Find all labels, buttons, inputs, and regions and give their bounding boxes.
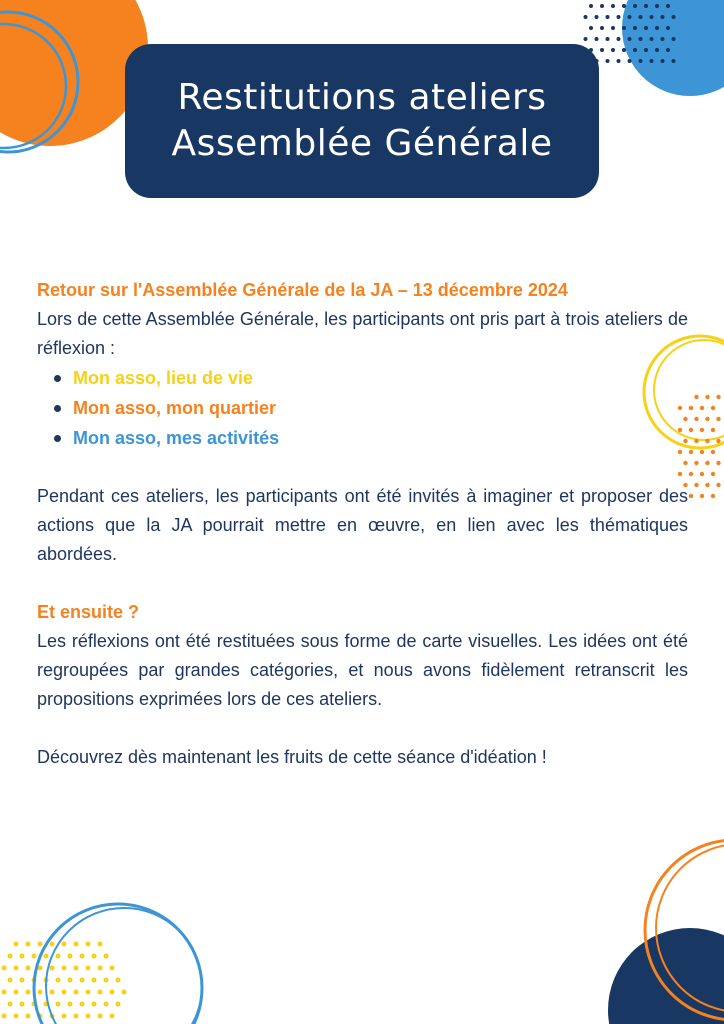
decorative-dot [116, 1002, 121, 1007]
decorative-dot [622, 4, 626, 8]
decorative-dot [655, 26, 659, 30]
decorative-dot [50, 990, 55, 995]
workshop-item-lieu-de-vie [73, 363, 688, 393]
decorative-dot [74, 1014, 79, 1019]
decorative-dot [606, 37, 610, 41]
decorative-dot [611, 26, 615, 30]
decorative-dot [633, 48, 637, 52]
decorative-dot [650, 59, 654, 63]
title-banner [125, 44, 599, 198]
decorative-dot [639, 37, 643, 41]
title-line-2: Assemblée Générale [171, 123, 553, 164]
workshop-item-quartier [73, 393, 688, 423]
decorative-dot [689, 450, 693, 454]
decorative-dot [74, 990, 79, 995]
decorative-dot [622, 26, 626, 30]
decorative-dot [589, 26, 593, 30]
decorative-dot [68, 978, 73, 983]
workshop-list [37, 363, 688, 453]
decorative-dot [595, 15, 599, 19]
decorative-dot [705, 395, 709, 399]
decorative-dot [56, 1002, 61, 1007]
decorative-dot [694, 461, 698, 465]
decorative-dot [20, 1002, 25, 1007]
decorative-dot [600, 48, 604, 52]
decorative-dot [705, 439, 709, 443]
decorative-dot [650, 15, 654, 19]
decorative-dot [700, 472, 704, 476]
decorative-dot [628, 37, 632, 41]
decorative-dot [617, 15, 621, 19]
decorative-dot [711, 428, 715, 432]
decorative-dot [595, 37, 599, 41]
decorative-dot [14, 942, 19, 947]
decorative-dot [26, 966, 31, 971]
decorative-dot [716, 461, 720, 465]
decorative-dot [98, 942, 103, 947]
decorative-dot [689, 472, 693, 476]
decorative-dot [694, 483, 698, 487]
next-steps-heading: Et ensuite ? [37, 602, 140, 622]
decorative-dot [655, 4, 659, 8]
decorative-dot [644, 26, 648, 30]
decorative-dot [74, 966, 79, 971]
decorative-dot [98, 1014, 103, 1019]
decorative-dot [661, 59, 665, 63]
decorative-dot [110, 990, 115, 995]
decorative-dot [44, 954, 49, 959]
decorative-dot [694, 417, 698, 421]
decorative-dot [2, 966, 7, 971]
decorative-dot [611, 4, 615, 8]
spacer [37, 453, 688, 482]
decorative-dot [644, 48, 648, 52]
decorative-dot [80, 954, 85, 959]
decorative-dot [86, 966, 91, 971]
decorative-dot [584, 37, 588, 41]
decorative-dot [694, 439, 698, 443]
decorative-dot [611, 48, 615, 52]
closing-text: Découvrez dès maintenant les fruits de cette séance d'idéation ! [37, 747, 547, 767]
decorative-dot [8, 1002, 13, 1007]
decorative-dot [617, 37, 621, 41]
decorative-dot [689, 428, 693, 432]
decorative-dot [700, 494, 704, 498]
decorative-dot [689, 406, 693, 410]
decorative-dot [672, 59, 676, 63]
decorative-dot [628, 59, 632, 63]
decorative-dot [86, 1014, 91, 1019]
decorative-dot [639, 59, 643, 63]
decorative-dot [104, 978, 109, 983]
decorative-dot [622, 48, 626, 52]
decorative-dot [644, 4, 648, 8]
decorative-dot [92, 1002, 97, 1007]
bullet-icon [54, 405, 61, 412]
workshop-item-activites [73, 423, 688, 453]
blue-circle-top-right [622, 0, 724, 96]
decorative-dot [600, 26, 604, 30]
main-content [37, 276, 688, 772]
blue-ring-bottom-left-inner [46, 908, 202, 1024]
decorative-dot [14, 990, 19, 995]
decorative-dot [711, 406, 715, 410]
decorative-dot [98, 966, 103, 971]
decorative-dot [20, 954, 25, 959]
decorative-dot [666, 48, 670, 52]
decorative-dot [606, 15, 610, 19]
decorative-dot [38, 990, 43, 995]
decorative-dot [628, 15, 632, 19]
decorative-dot [661, 37, 665, 41]
decorative-dot [68, 954, 73, 959]
decorative-dot [8, 954, 13, 959]
next-steps-text: Les réflexions ont été restituées sous forme de carte visuelles. Les idées ont été regroupées par grandes catégories, et nous avons fidèlement retranscrit les propositions exprimées lors de ces ateliers. [37, 631, 688, 709]
workshop-label: Mon asso, mes activités [73, 428, 280, 448]
decorative-dot [80, 1002, 85, 1007]
decorative-dot [711, 472, 715, 476]
decorative-dot [56, 954, 61, 959]
decorative-dot [74, 942, 79, 947]
decorative-dot [62, 1014, 67, 1019]
decorative-dot [700, 428, 704, 432]
decorative-dot [86, 990, 91, 995]
decorative-dot [110, 966, 115, 971]
decorative-dot [56, 978, 61, 983]
decorative-dot [700, 450, 704, 454]
decorative-dot [50, 966, 55, 971]
spacer [37, 714, 688, 743]
decorative-dot [633, 4, 637, 8]
decorative-dot [20, 978, 25, 983]
workshop-label: Mon asso, lieu de vie [73, 368, 254, 388]
workshops-description: Pendant ces ateliers, les participants ont été invités à imaginer et proposer des actions que la JA pourrait mettre en œuvre, en lien avec les thématiques abordées. [37, 486, 688, 564]
workshop-label: Mon asso, mon quartier [73, 398, 277, 418]
decorative-dot [711, 494, 715, 498]
decorative-dot [716, 439, 720, 443]
decorative-dot [38, 942, 43, 947]
decorative-dot [32, 954, 37, 959]
decorative-dot [672, 37, 676, 41]
decorative-dot [2, 990, 7, 995]
decorative-dot [62, 966, 67, 971]
decorative-dot [711, 450, 715, 454]
decorative-dot [26, 1014, 31, 1019]
decorative-dot [92, 978, 97, 983]
decorative-dot [2, 1014, 7, 1019]
intro-heading: Retour sur l'Assemblée Générale de la JA – 13 décembre 2024 [37, 280, 568, 300]
bullet-icon [54, 435, 61, 442]
decorative-dot [716, 395, 720, 399]
decorative-dot [86, 942, 91, 947]
navy-circle-bottom-right [608, 928, 724, 1024]
decorative-dot [716, 483, 720, 487]
decorative-dot [639, 15, 643, 19]
spacer [37, 569, 688, 598]
decorative-dot [80, 978, 85, 983]
decorative-dot [110, 1014, 115, 1019]
decorative-dot [98, 990, 103, 995]
decorative-dot [617, 59, 621, 63]
decorative-dot [62, 942, 67, 947]
decorative-dot [705, 461, 709, 465]
decorative-dot [716, 417, 720, 421]
decorative-dot [655, 48, 659, 52]
decorative-dot [666, 4, 670, 8]
decorative-dot [104, 954, 109, 959]
decorative-dot [650, 37, 654, 41]
decorative-dot [672, 15, 676, 19]
decorative-dot [26, 990, 31, 995]
decorative-dot [92, 954, 97, 959]
decorative-dot [600, 4, 604, 8]
decorative-dot [14, 1014, 19, 1019]
decorative-dot [666, 26, 670, 30]
decorative-dot [661, 15, 665, 19]
decorative-dot [104, 1002, 109, 1007]
title-line-1: Restitutions ateliers [177, 77, 547, 118]
decorative-dot [633, 26, 637, 30]
bullet-icon [54, 375, 61, 382]
decorative-dot [8, 978, 13, 983]
intro-text: Lors de cette Assemblée Générale, les participants ont pris part à trois ateliers de réflexion : [37, 309, 688, 358]
decorative-dot [68, 1002, 73, 1007]
decorative-dot [116, 978, 121, 983]
decorative-dot [62, 990, 67, 995]
decorative-dot [26, 942, 31, 947]
decorative-dot [122, 990, 127, 995]
yellow-dots-bottom-left [2, 942, 127, 1024]
decorative-dot [14, 966, 19, 971]
decorative-dot [705, 483, 709, 487]
decorative-dot [694, 395, 698, 399]
decorative-dot [700, 406, 704, 410]
decorative-dot [589, 4, 593, 8]
decorative-dot [584, 15, 588, 19]
decorative-dot [50, 942, 55, 947]
decorative-dot [689, 494, 693, 498]
decorative-dot [705, 417, 709, 421]
decorative-dot [606, 59, 610, 63]
